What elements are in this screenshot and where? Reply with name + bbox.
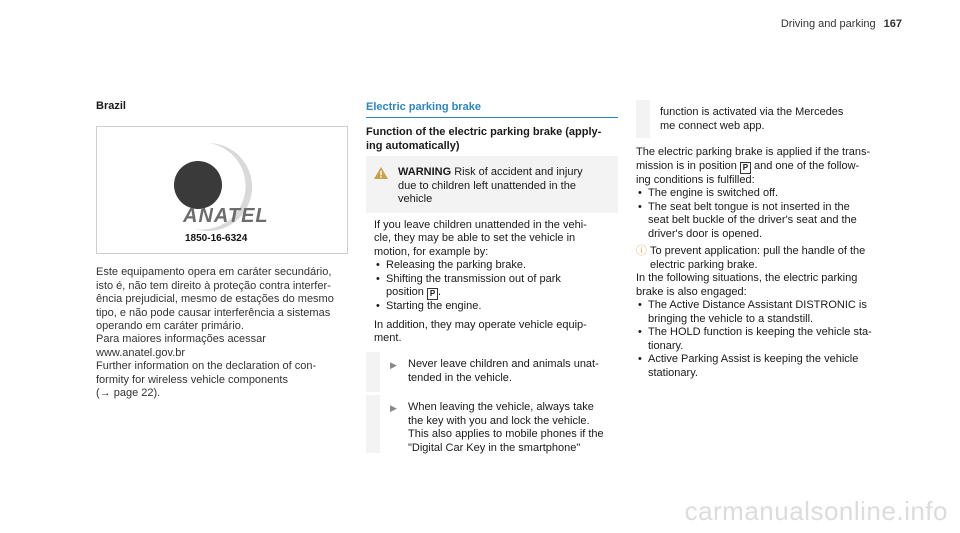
body-line-3: motion, for example by: [374, 245, 489, 258]
p2-line-1: In the following situations, the electric parking [636, 272, 858, 284]
page-header [781, 18, 902, 30]
addition-line-2: ment. [374, 332, 402, 344]
tip-line-1: To prevent application: pull the handle of the [650, 245, 866, 257]
note-2-line-2: the key with you and lock the vehicle. [408, 414, 590, 427]
warning-triangle-icon [374, 167, 388, 179]
warning-text-2: due to children left unattended in the [398, 179, 576, 192]
declaration-line-2: formity for wireless vehicle components [96, 373, 288, 386]
warning-body [366, 213, 618, 352]
list-item [636, 299, 892, 326]
warning-text-1: Risk of accident and injury [454, 166, 583, 178]
function-subtitle [366, 126, 621, 153]
warning-label: WARNING [398, 166, 452, 178]
addition-line-1: In addition, they may operate vehicle equip- [374, 318, 587, 331]
watermark: carmanualsonline.info [684, 496, 948, 526]
b2-line-1: The seat belt tongue is not inserted in the [648, 200, 850, 213]
engaged-list [636, 299, 892, 380]
warning-bullets [374, 259, 610, 314]
p1-line-1: The electric parking brake is applied if the trans- [636, 146, 871, 158]
list-item: • Shifting the transmission out of park position P . [374, 273, 610, 301]
page-number: 167 [883, 18, 902, 30]
anatel-link[interactable]: www.anatel.gov.br [96, 346, 186, 359]
note-2-line-3: This also applies to mobile phones if the [408, 428, 604, 440]
anatel-logo-box [96, 126, 348, 254]
continued-note-box [636, 100, 888, 138]
more-info-paragraph [96, 333, 351, 401]
list-item [636, 326, 892, 353]
arrow-right-icon: ▶ [390, 360, 397, 370]
tip-line-2: electric parking brake. [650, 258, 758, 271]
p-position-icon: P [740, 162, 751, 174]
page-reference-link[interactable]: (→ page 22). [96, 387, 161, 399]
warning-text-3: vehicle [398, 193, 433, 205]
more-info-line: Para maiores informações acessar [96, 333, 266, 345]
bullet-2-line-1: Shifting the transmission out of park [386, 272, 561, 285]
p2-line-2: brake is also engaged: [636, 285, 747, 298]
section-name: Driving and parking [780, 18, 876, 30]
p1-line-3: ing conditions is fulfilled: [636, 173, 755, 186]
list-item [636, 201, 892, 242]
list-item: • Starting the engine. [374, 300, 610, 314]
parking-brake-conditions [636, 146, 892, 380]
note-2-line-4: "Digital Car Key in the smartphone" [408, 441, 581, 454]
c1-line-1: The Active Distance Assistant DISTRONIC is [648, 299, 867, 311]
b2-line-2: seat belt buckle of the driver's seat and the [648, 214, 857, 226]
bullet-2-line-2: position [386, 286, 424, 298]
body-line-2: cle, they may be able to set the vehicle in [374, 232, 576, 244]
section-title: Electric parking brake [366, 101, 481, 113]
p1-line-2b: and one of the follow- [754, 159, 860, 172]
c2-line-2: tionary. [648, 339, 684, 352]
subtitle-line-1: Function of the electric parking brake (apply- [366, 126, 602, 138]
section-rule [366, 117, 618, 118]
note-box-1 [366, 352, 618, 392]
anatel-paragraph: Este equipamento opera em caráter secundário, isto é, não tem direito à proteção contra interfer-ência prejudicial, mesmo de estações do mesmo tipo, e não pode causar interferência a sistemas operando em caráter primário. [96, 266, 334, 332]
c3-line-1: Active Parking Assist is keeping the vehicle [648, 353, 859, 365]
list-item [636, 353, 892, 380]
warning-header [366, 156, 618, 213]
subtitle-line-2: ing automatically) [366, 139, 460, 152]
arrow-right-icon: ▶ [390, 403, 397, 413]
p-position-icon: P [427, 288, 438, 300]
c2-line-1: The HOLD function is keeping the vehicle sta- [648, 326, 872, 338]
warning-box [366, 156, 618, 344]
note-2-line-1: When leaving the vehicle, always take [408, 401, 594, 413]
body-line-1: If you leave children unattended in the vehi- [374, 218, 587, 231]
c3-line-2: stationary. [648, 366, 698, 379]
c1-line-2: bringing the vehicle to a standstill. [648, 312, 814, 325]
brazil-heading: Brazil [96, 100, 126, 112]
b2-line-3: driver's door is opened. [648, 227, 762, 240]
list-item: • Releasing the parking brake. [374, 259, 610, 273]
note-1-line-1: Never leave children and animals unat- [408, 358, 599, 370]
tip-block [636, 245, 892, 272]
note-1-line-2: tended in the vehicle. [408, 371, 512, 384]
logo-text: ANATEL [183, 205, 269, 227]
logo-code: 1850-16-6324 [185, 233, 248, 244]
declaration-line-1: Further information on the declaration of con- [96, 360, 317, 372]
note-box-2 [366, 395, 618, 453]
info-icon: ⓘ [636, 245, 647, 257]
cont-line-2: me connect web app. [660, 119, 765, 132]
list-item: • The engine is switched off. [636, 187, 892, 201]
cont-line-1: function is activated via the Mercedes [660, 106, 844, 118]
condition-list [636, 187, 892, 241]
p1-line-2a: mission is in position [636, 159, 737, 172]
